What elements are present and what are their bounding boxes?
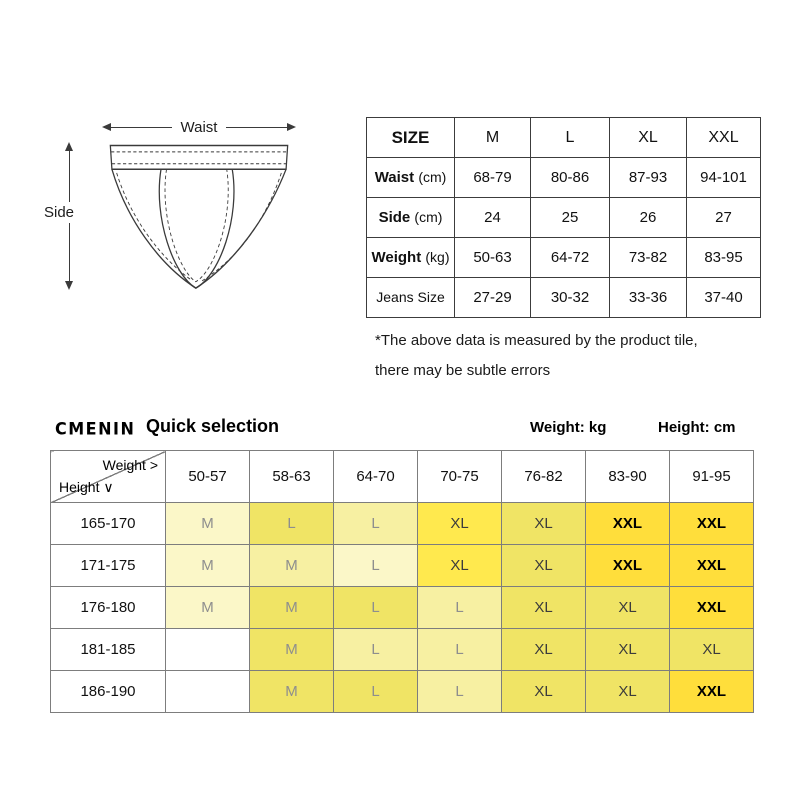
size-cell: L bbox=[334, 629, 418, 671]
size-cell: L bbox=[418, 587, 502, 629]
size-cell: XXL bbox=[670, 671, 754, 713]
size-table-row-jeans bbox=[367, 278, 761, 318]
size-row-label: Side (cm) bbox=[367, 198, 455, 238]
weight-range: 76-82 bbox=[502, 451, 586, 503]
size-table-row-waist bbox=[367, 158, 761, 198]
size-cell: M bbox=[166, 587, 250, 629]
size-value: 73-82 bbox=[610, 238, 687, 278]
size-cell bbox=[166, 629, 250, 671]
size-cell: M bbox=[166, 503, 250, 545]
size-value: 33-36 bbox=[610, 278, 687, 318]
size-value: 64-72 bbox=[531, 238, 610, 278]
quick-selection-table bbox=[50, 450, 754, 713]
size-cell: XL bbox=[502, 629, 586, 671]
weight-range: 64-70 bbox=[334, 451, 418, 503]
height-range: 181-185 bbox=[51, 629, 166, 671]
qs-row bbox=[51, 629, 754, 671]
size-value: 83-95 bbox=[687, 238, 761, 278]
corner-cell bbox=[51, 451, 166, 503]
size-cell: XL bbox=[502, 545, 586, 587]
size-value: 37-40 bbox=[687, 278, 761, 318]
weight-range: 83-90 bbox=[586, 451, 670, 503]
weight-unit-label: Weight: kg bbox=[530, 419, 607, 436]
size-cell: XXL bbox=[670, 587, 754, 629]
waist-label: Waist bbox=[180, 118, 218, 136]
size-value: 24 bbox=[455, 198, 531, 238]
size-value: 30-32 bbox=[531, 278, 610, 318]
size-row-label: Jeans Size bbox=[367, 278, 455, 318]
qs-row bbox=[51, 587, 754, 629]
size-table-row-weight bbox=[367, 238, 761, 278]
size-col-l: L bbox=[531, 118, 610, 158]
size-row-label: Waist (cm) bbox=[367, 158, 455, 198]
size-cell: XL bbox=[502, 671, 586, 713]
size-cell: XXL bbox=[586, 503, 670, 545]
qs-row bbox=[51, 503, 754, 545]
size-cell: XL bbox=[418, 503, 502, 545]
size-cell bbox=[166, 671, 250, 713]
size-value: 27-29 bbox=[455, 278, 531, 318]
product-diagram bbox=[30, 100, 365, 330]
disclaimer-line2: there may be subtle errors bbox=[375, 362, 551, 379]
brand-logo: CMENIN bbox=[55, 418, 136, 439]
size-cell: XL bbox=[502, 587, 586, 629]
size-cell: L bbox=[334, 503, 418, 545]
size-col-xxl: XXL bbox=[687, 118, 761, 158]
size-col-m: M bbox=[455, 118, 531, 158]
qs-row bbox=[51, 671, 754, 713]
size-value: 25 bbox=[531, 198, 610, 238]
briefs-drawing-icon bbox=[104, 140, 294, 300]
weight-range: 91-95 bbox=[670, 451, 754, 503]
arrow-right-icon bbox=[287, 123, 296, 131]
size-cell: M bbox=[250, 629, 334, 671]
size-value: 26 bbox=[610, 198, 687, 238]
qs-header-row bbox=[51, 451, 754, 503]
size-cell: XL bbox=[418, 545, 502, 587]
height-range: 176-180 bbox=[51, 587, 166, 629]
size-cell: L bbox=[418, 671, 502, 713]
size-cell: L bbox=[334, 587, 418, 629]
height-range: 165-170 bbox=[51, 503, 166, 545]
size-table-header-row bbox=[367, 118, 761, 158]
height-unit-label: Height: cm bbox=[658, 419, 736, 436]
size-cell: L bbox=[334, 671, 418, 713]
size-cell: XL bbox=[502, 503, 586, 545]
size-cell: XL bbox=[586, 671, 670, 713]
size-value: 87-93 bbox=[610, 158, 687, 198]
height-range: 186-190 bbox=[51, 671, 166, 713]
arrow-left-icon bbox=[102, 123, 111, 131]
disclaimer-line1: *The above data is measured by the product tile, bbox=[375, 332, 698, 349]
size-table-row-side bbox=[367, 198, 761, 238]
size-cell: L bbox=[250, 503, 334, 545]
size-value: 94-101 bbox=[687, 158, 761, 198]
size-value: 68-79 bbox=[455, 158, 531, 198]
size-col-xl: XL bbox=[610, 118, 687, 158]
size-cell: L bbox=[334, 545, 418, 587]
size-header-cell: SIZE bbox=[367, 118, 455, 158]
side-label: Side bbox=[40, 202, 78, 223]
waist-dimension-arrow bbox=[102, 118, 296, 136]
weight-range: 58-63 bbox=[250, 451, 334, 503]
quick-selection-title: Quick selection bbox=[146, 416, 280, 436]
corner-weight-label: Weight > bbox=[102, 457, 158, 473]
weight-range: 50-57 bbox=[166, 451, 250, 503]
size-table bbox=[366, 117, 761, 318]
size-cell: M bbox=[250, 587, 334, 629]
size-cell: M bbox=[250, 671, 334, 713]
size-cell: XXL bbox=[586, 545, 670, 587]
arrow-down-icon bbox=[65, 281, 73, 290]
qs-row bbox=[51, 545, 754, 587]
size-cell: XXL bbox=[670, 503, 754, 545]
height-range: 171-175 bbox=[51, 545, 166, 587]
size-cell: XL bbox=[670, 629, 754, 671]
size-cell: L bbox=[418, 629, 502, 671]
size-cell: XXL bbox=[670, 545, 754, 587]
disclaimer bbox=[375, 326, 775, 386]
size-row-label: Weight (kg) bbox=[367, 238, 455, 278]
size-value: 27 bbox=[687, 198, 761, 238]
weight-range: 70-75 bbox=[418, 451, 502, 503]
size-cell: M bbox=[166, 545, 250, 587]
size-cell: XL bbox=[586, 587, 670, 629]
size-cell: XL bbox=[586, 629, 670, 671]
size-cell: M bbox=[250, 545, 334, 587]
corner-height-label: Height ∨ bbox=[59, 479, 114, 495]
size-value: 50-63 bbox=[455, 238, 531, 278]
size-value: 80-86 bbox=[531, 158, 610, 198]
arrow-up-icon bbox=[65, 142, 73, 151]
